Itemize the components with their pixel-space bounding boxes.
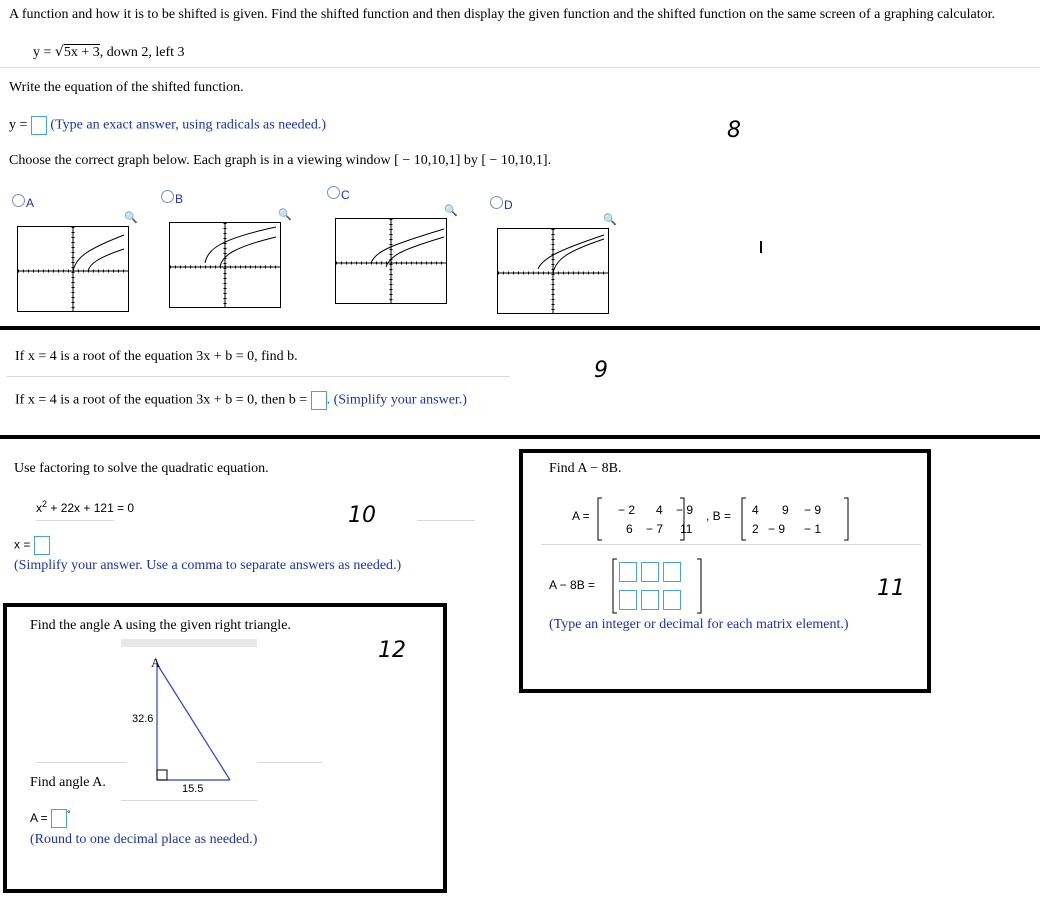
graph-a-plot [18, 227, 128, 311]
cursor-mark [760, 241, 762, 253]
p9-question: If x = 4 is a root of the equation 3x + b = 0, find b. [15, 349, 298, 364]
side-vertical-label: 32.6 [132, 713, 154, 725]
p10-equation [36, 499, 134, 515]
option-d-radio[interactable] [490, 196, 503, 209]
matrix-a-cell: − 9 [676, 503, 694, 517]
zoom-icon-b[interactable]: 🔍 [278, 208, 292, 221]
p8-answer-row [9, 116, 326, 135]
answer-matrix-row-2 [619, 590, 685, 610]
matrix-b-cell: 4 [752, 503, 759, 517]
p9-answer-input[interactable] [311, 391, 327, 410]
p9-answer-prefix: If x = 4 is a root of the equation 3x + b = 0, then b = [15, 392, 308, 408]
p12-header-bar [121, 639, 257, 647]
side-horizontal-label: 15.5 [182, 783, 204, 795]
vertex-a-label: A [151, 655, 161, 670]
matrix-b-cell: 9 [782, 503, 789, 517]
matrix-a-cell: − 2 [618, 503, 636, 517]
matrix-b-cell: − 9 [804, 503, 822, 517]
p10-eq-var: x [36, 501, 42, 515]
p8-instruction: A function and how it is to be shifted is given. Find the shifted function and then display the given function and the shifted function on the same screen of a graphing calculator. [9, 7, 995, 22]
option-c-label: C [341, 188, 350, 202]
p12-answer-input[interactable] [51, 809, 67, 828]
answer-matrix-row-1 [619, 562, 685, 582]
p10-eq-exp: 2 [42, 499, 48, 509]
degree-symbol: ° [67, 809, 71, 819]
matrix-b-cell: 2 [752, 522, 759, 536]
answer-cell-input[interactable] [663, 590, 681, 610]
p10-instruction: Use factoring to solve the quadratic equation. [14, 461, 269, 476]
p10-answer-input[interactable] [34, 536, 50, 555]
p11-problem-number: 11 [877, 576, 905, 601]
graph-option-d[interactable] [497, 228, 609, 314]
matrix-a-cell: − 7 [646, 522, 664, 536]
divider [121, 800, 257, 801]
matrix-a-cell: 4 [656, 503, 663, 517]
p10-answer-hint: (Simplify your answer. Use a comma to separate answers as needed.) [14, 558, 402, 573]
zoom-icon-d[interactable]: 🔍 [603, 213, 617, 226]
answer-cell-input[interactable] [641, 590, 659, 610]
graph-option-a[interactable] [17, 226, 129, 312]
p10-answer-row [14, 536, 50, 555]
p12-instruction: Find the angle A using the given right triangle. [30, 618, 291, 633]
p12-answer-hint: (Round to one decimal place as needed.) [30, 832, 258, 847]
p12-find-prompt: Find angle A. [30, 775, 106, 790]
right-triangle-figure [120, 650, 260, 800]
p9-answer-row [15, 391, 467, 410]
p8-answer-hint: (Type an exact answer, using radicals as needed.) [50, 117, 327, 133]
matrix-a-brackets [596, 497, 686, 541]
option-b-radio[interactable] [161, 190, 174, 203]
p10-answer-prefix: x = [14, 537, 31, 552]
p8-function-suffix: , down 2, left 3 [99, 45, 185, 60]
p10-problem-number: 10 [348, 503, 376, 528]
p11-answer-hint: (Type an integer or decimal for each matrix element.) [549, 617, 849, 632]
option-c-radio[interactable] [327, 186, 340, 199]
p11-matrices [572, 497, 862, 541]
p8-answer-prefix: y = [9, 117, 28, 133]
answer-cell-input[interactable] [663, 562, 681, 582]
graph-option-b[interactable] [169, 222, 281, 308]
p8-function-prefix: y = [33, 45, 55, 60]
p11-instruction: Find A − 8B. [549, 461, 622, 476]
zoom-icon-c[interactable]: 🔍 [444, 204, 458, 217]
p9-problem-number: 9 [594, 358, 608, 383]
graph-d-plot [498, 229, 608, 313]
divider [36, 520, 114, 521]
answer-cell-input[interactable] [619, 562, 637, 582]
p9-answer-hint: . (Simplify your answer.) [326, 392, 467, 408]
answer-cell-input[interactable] [619, 590, 637, 610]
section-divider-2 [0, 435, 1040, 439]
graph-b-plot [170, 223, 280, 307]
p8-answer-input[interactable] [31, 116, 47, 135]
matrix-b-cell: − 9 [768, 522, 786, 536]
p12-answer-prefix: A = [30, 811, 48, 825]
divider [541, 544, 921, 545]
p12-answer-row [30, 809, 71, 828]
p11-answer-label: A − 8B = [549, 578, 596, 592]
p8-choose-prompt: Choose the correct graph below. Each graph is in a viewing window [ − 10,10,1] by [ − 10,10,1]. [9, 153, 552, 168]
matrix-a-cell: 11 [680, 522, 693, 536]
p10-eq-rest: + 22x + 121 = 0 [47, 501, 135, 515]
divider [258, 762, 322, 763]
zoom-icon-a[interactable]: 🔍 [124, 211, 138, 224]
graph-option-c[interactable] [335, 218, 447, 304]
answer-cell-input[interactable] [641, 562, 659, 582]
section-divider-1 [0, 326, 1040, 330]
p8-problem-number: 8 [727, 118, 741, 143]
p8-function [33, 44, 185, 61]
graph-c-plot [336, 219, 446, 303]
option-a-label: A [26, 196, 35, 210]
p8-write-prompt: Write the equation of the shifted function. [9, 80, 244, 95]
p11-label-b: , B = [706, 509, 732, 523]
p12-problem-number: 12 [378, 638, 406, 663]
p8-radicand: 5x + 3 [63, 45, 100, 60]
option-d-label: D [504, 198, 513, 212]
divider [417, 520, 475, 521]
option-b-label: B [175, 192, 184, 206]
matrix-b-cell: − 1 [804, 522, 822, 536]
divider [36, 762, 126, 763]
matrix-a-cell: 6 [626, 522, 633, 536]
sqrt-icon: √ [54, 44, 64, 60]
p11-answer-row [549, 558, 719, 614]
divider [7, 376, 510, 377]
divider [0, 67, 1040, 68]
p11-label-a: A = [572, 509, 590, 523]
option-a-radio[interactable] [12, 194, 25, 207]
